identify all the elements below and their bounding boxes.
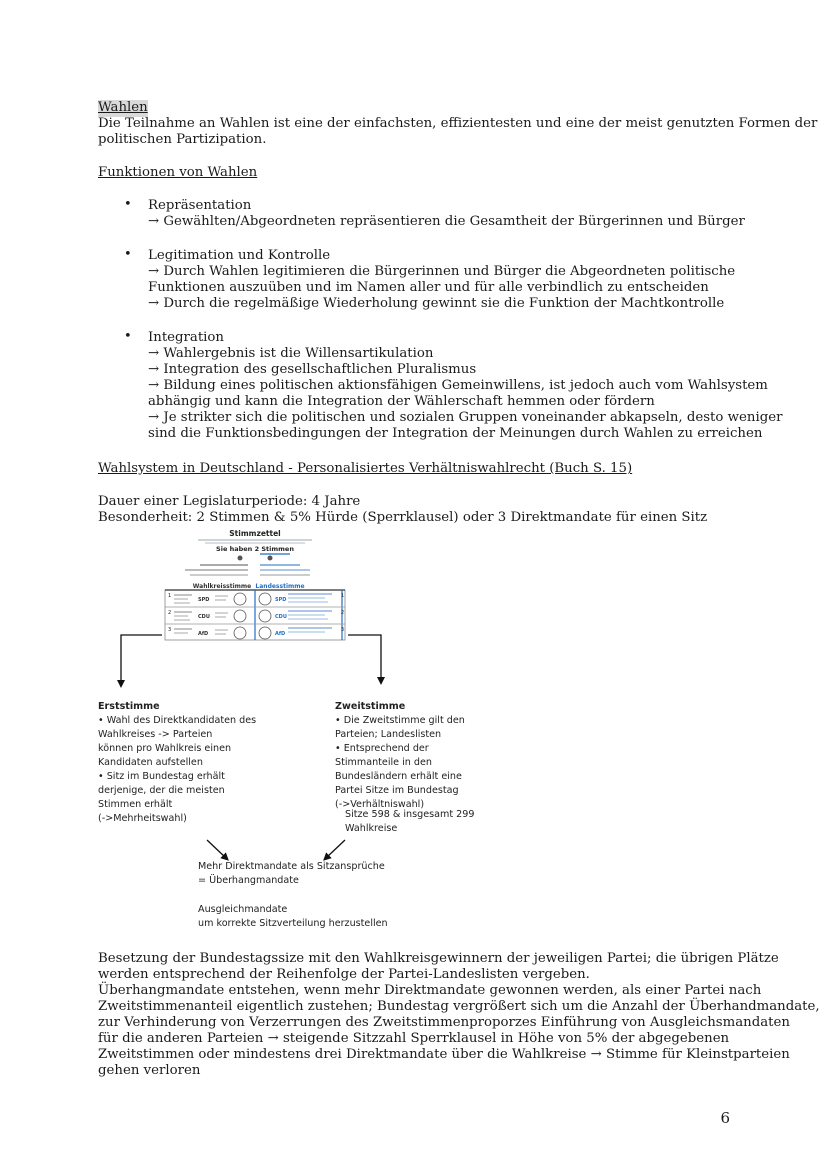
funktion-line: → Je strikter sich die politischen und sozialen Gruppen voneinander abkapseln, desto weniger	[148, 410, 783, 425]
zweitstimme-line: • Die Zweitstimme gilt den	[335, 715, 465, 726]
ballot-row-number: 1	[340, 593, 344, 599]
ballot-subtitle: Sie haben 2 Stimmen	[216, 545, 294, 553]
arrow-to-zweitstimme	[348, 635, 381, 681]
ballot-row-number: 3	[340, 627, 344, 633]
zweitstimme-line: Partei Sitze im Bundestag	[335, 785, 459, 796]
arrow-erst-to-ueberhang	[207, 840, 226, 858]
ueberhang-line-2: = Überhangmandate	[198, 875, 299, 886]
ballot-party-left: AfD	[198, 631, 209, 637]
funktion-title-integration: Integration	[148, 330, 224, 345]
besetzung-line: Zweitstimmen oder mindestens drei Direktmandate über die Wahlkreise → Stimme für Kleinstparteien	[98, 1047, 790, 1062]
besetzung-line: zur Verhinderung von Verzerrungen des Zweitstimmenproporzes Einführung von Ausgleichsmandaten	[98, 1015, 790, 1030]
ballot-cross-icon	[268, 556, 273, 561]
funktion-line: → Integration des gesellschaftlichen Pluralismus	[148, 362, 477, 377]
ballot-party-right: CDU	[275, 614, 287, 620]
ballot-col-right: Landesstimme	[255, 583, 305, 590]
funktion-line: → Bildung eines politischen aktionsfähigen Gemeinwillens, ist jedoch auch vom Wahlsystem	[148, 378, 768, 393]
intro-line-1: Die Teilnahme an Wahlen ist eine der einfachsten, effizientesten und eine der meist genutzten Formen der	[98, 116, 818, 131]
zweitstimme-note: Sitze 598 & insgesamt 299	[345, 809, 475, 820]
funktion-title-repraesentation: Repräsentation	[148, 198, 252, 213]
funktion-title-legitimation: Legitimation und Kontrolle	[148, 248, 331, 263]
zweitstimme-heading: Zweitstimme	[335, 701, 406, 712]
wahlsystem-heading: Wahlsystem in Deutschland - Personalisiertes Verhältniswahlrecht (Buch S. 15)	[98, 461, 633, 476]
page-number: 6	[720, 1109, 730, 1127]
funktion-line: → Durch Wahlen legitimieren die Bürgerinnen und Bürger die Abgeordneten politische	[148, 264, 736, 279]
ballot-cross-icon	[238, 556, 243, 561]
ballot-image	[160, 527, 350, 642]
erststimme-line: • Sitz im Bundestag erhält	[98, 771, 225, 782]
ballot-row-number: 3	[168, 627, 172, 633]
zweitstimme-line: Parteien; Landeslisten	[335, 729, 442, 740]
funktion-line: → Durch die regelmäßige Wiederholung gewinnt sie die Funktion der Machtkontrolle	[148, 296, 725, 311]
besonderheit-line: Besonderheit: 2 Stimmen & 5% Hürde (Sperrklausel) oder 3 Direktmandate für einen Sitz	[98, 510, 708, 525]
ausgleich-line-2: um korrekte Sitzverteilung herzustellen	[198, 918, 388, 929]
funktion-line: abhängig und kann die Integration der Wählerschaft hemmen oder fördern	[148, 394, 655, 409]
zweitstimme-line: Bundesländern erhält eine	[335, 771, 462, 782]
ballot-row-number: 1	[168, 593, 172, 599]
zweitstimme-note: Wahlkreise	[345, 823, 398, 834]
erststimme-line: • Wahl des Direktkandidaten des	[98, 715, 257, 726]
ueberhang-line-1: Mehr Direktmandate als Sitzansprüche	[198, 861, 385, 872]
ballot-party-left: CDU	[198, 614, 210, 620]
ballot-row-number: 2	[340, 610, 344, 616]
erststimme-line: Stimmen erhält	[98, 799, 173, 810]
besetzung-line: für die anderen Parteien → steigende Sitzzahl Sperrklausel in Höhe von 5% der abgegebenen	[98, 1031, 730, 1046]
erststimme-line: Wahlkreises -> Parteien	[98, 729, 213, 740]
arrow-to-erststimme	[121, 635, 162, 684]
ballot-party-right: AfD	[275, 631, 286, 637]
arrow-zweit-to-ueberhang	[326, 840, 345, 858]
bullet-icon: •	[124, 247, 132, 262]
erststimme-line: können pro Wahlkreis einen	[98, 743, 232, 754]
besetzung-line: gehen verloren	[98, 1063, 201, 1078]
funktionen-heading: Funktionen von Wahlen	[98, 165, 258, 180]
zweitstimme-line: Stimmanteile in den	[335, 757, 432, 768]
erststimme-line: (->Mehrheitswahl)	[98, 813, 187, 824]
zweitstimme-line: (->Verhältniswahl)	[335, 799, 425, 810]
besetzung-line: werden entsprechend der Reihenfolge der Partei-Landeslisten vergeben.	[98, 967, 590, 982]
ballot-party-right: SPD	[275, 597, 287, 603]
funktion-line: Funktionen auszuüben und im Namen aller und für alle verbindlich zu entscheiden	[148, 280, 709, 295]
ballot-col-left: Wahlkreisstimme	[192, 583, 252, 590]
besetzung-line: Besetzung der Bundestagssize mit den Wahlkreisgewinnern der jeweiligen Partei; die übrigen Plätze	[98, 951, 779, 966]
dauer-line: Dauer einer Legislaturperiode: 4 Jahre	[98, 494, 361, 509]
erststimme-heading: Erststimme	[98, 701, 160, 712]
funktion-line: → Wahlergebnis ist die Willensartikulation	[148, 346, 434, 361]
bullet-icon: •	[124, 197, 132, 212]
ballot-title: Stimmzettel	[229, 529, 281, 538]
besetzung-line: Überhangmandate entstehen, wenn mehr Direktmandate gewonnen werden, als einer Partei nach	[98, 983, 762, 998]
erststimme-line: Kandidaten aufstellen	[98, 757, 203, 768]
funktion-line: → Gewählten/Abgeordneten repräsentieren die Gesamtheit der Bürgerinnen und Bürger	[148, 214, 745, 229]
section-heading-wahlen: Wahlen	[98, 100, 148, 115]
funktion-line: sind die Funktionsbedingungen der Integration der Meinungen durch Wahlen zu erreichen	[148, 426, 763, 441]
erststimme-line: derjenige, der die meisten	[98, 785, 225, 796]
ballot-row-number: 2	[168, 610, 172, 616]
ballot-party-left: SPD	[198, 597, 210, 603]
ausgleich-line-1: Ausgleichmandate	[198, 904, 288, 915]
bullet-icon: •	[124, 329, 132, 344]
intro-line-2: politischen Partizipation.	[98, 132, 267, 147]
besetzung-line: Zweitstimmenanteil eigentlich zustehen; Bundestag vergrößert sich um die Anzahl der Überhandmandate,	[98, 999, 820, 1014]
zweitstimme-line: • Entsprechend der	[335, 743, 429, 754]
